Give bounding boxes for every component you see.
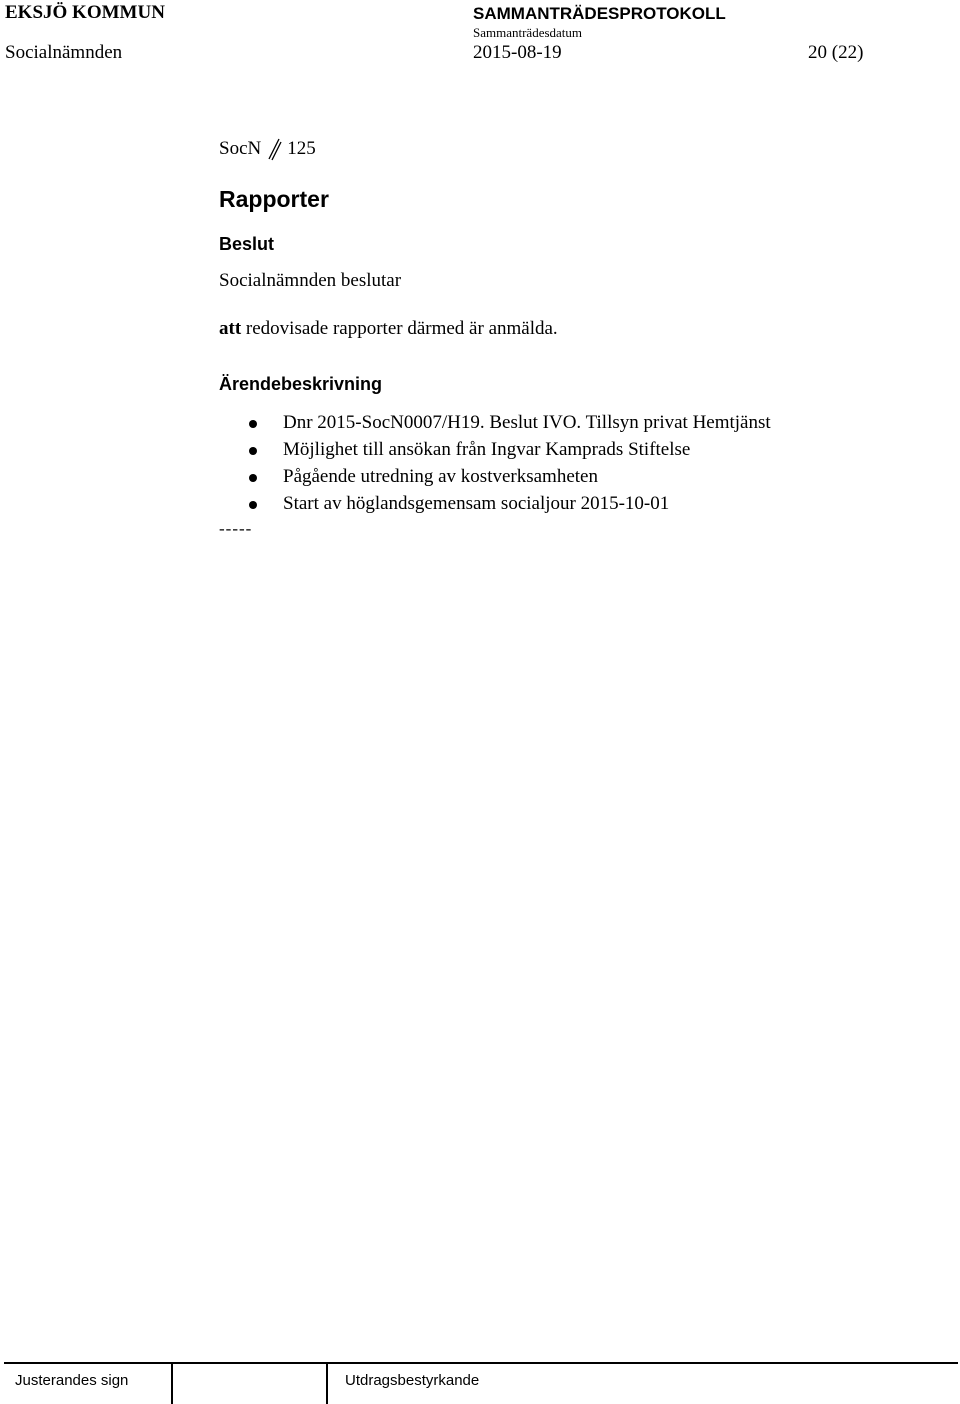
extract-label: Utdragsbestyrkande xyxy=(345,1372,480,1389)
bullet-icon xyxy=(249,474,257,482)
decision-heading: Beslut xyxy=(219,234,275,254)
paragraph-prefix: SocN xyxy=(219,138,262,159)
meeting-date-label: Sammanträdesdatum xyxy=(473,25,583,40)
meeting-date: 2015-08-19 xyxy=(473,42,562,63)
paragraph-id xyxy=(219,137,316,161)
section-sign-icon xyxy=(265,137,283,161)
page-number: 20 (22) xyxy=(808,42,864,63)
paragraph-number: 125 xyxy=(287,138,316,159)
end-marker: ----- xyxy=(219,519,253,538)
description-heading: Ärendebeskrivning xyxy=(219,374,383,394)
committee-name: Socialnämnden xyxy=(5,42,123,63)
section-title: Rapporter xyxy=(219,186,329,212)
bullet-icon xyxy=(249,501,257,509)
list-item-text: Dnr 2015-SocN0007/H19. Beslut IVO. Tillsyn privat Hemtjänst xyxy=(283,412,771,433)
bullet-icon xyxy=(249,447,257,455)
footer-divider xyxy=(4,1362,958,1364)
decision-body: redovisade rapporter därmed är anmälda. xyxy=(245,318,558,339)
sign-label: Justerandes sign xyxy=(15,1372,129,1389)
decision-text xyxy=(219,318,558,340)
footer-column-divider xyxy=(171,1362,173,1404)
organization-name: EKSJÖ KOMMUN xyxy=(5,2,165,23)
decision-intro: Socialnämnden beslutar xyxy=(219,270,402,291)
list-item-text: Möjlighet till ansökan från Ingvar Kamprads Stiftelse xyxy=(283,439,691,460)
footer-column-divider xyxy=(326,1362,328,1404)
document-type: SAMMANTRÄDESPROTOKOLL xyxy=(473,4,726,23)
list-item-text: Pågående utredning av kostverksamheten xyxy=(283,466,598,487)
list-item-text: Start av höglandsgemensam socialjour 2015-10-01 xyxy=(283,493,670,514)
bullet-icon xyxy=(249,420,257,428)
decision-keyword: att xyxy=(219,318,242,339)
